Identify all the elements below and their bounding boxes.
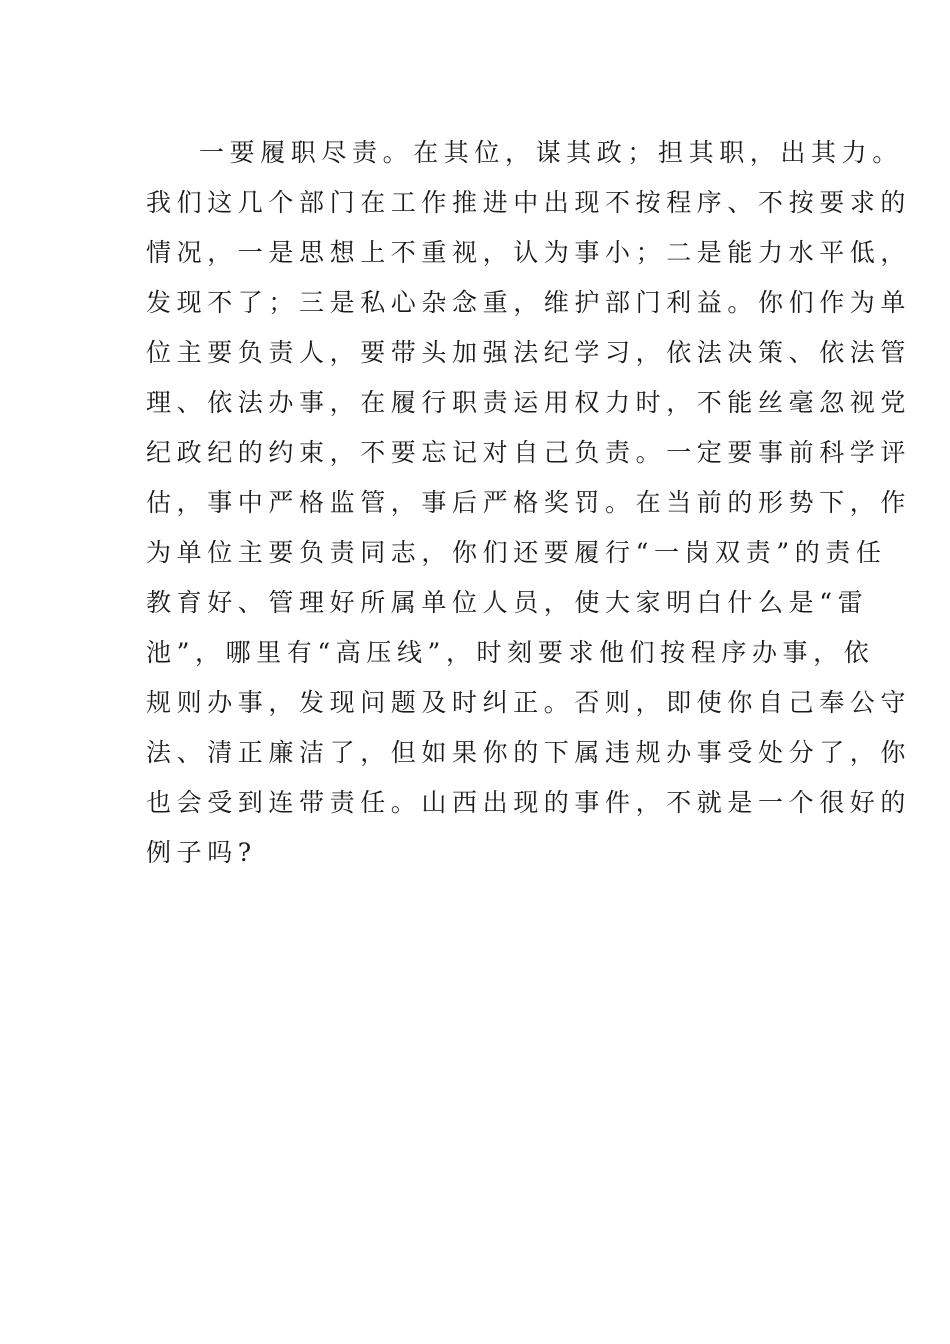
paragraph-line: 规则办事，发现问题及时纠正。否则，即使你自己奉公守 [146, 688, 912, 717]
paragraph-line: 纪政纪的约束，不要忘记对自己负责。一定要事前科学评 [146, 438, 912, 467]
paragraph-line: 也会受到连带责任。山西出现的事件，不就是一个很好的 [146, 788, 912, 817]
paragraph-line: 发现不了；三是私心杂念重，维护部门利益。你们作为单 [146, 288, 912, 317]
paragraph-line: 位主要负责人，要带头加强法纪学习，依法决策、依法管 [146, 338, 912, 367]
paragraph-line: 估，事中严格监管，事后严格奖罚。在当前的形势下，作 [146, 488, 912, 517]
body-paragraph [146, 128, 912, 878]
paragraph-line: 情况，一是思想上不重视，认为事小；二是能力水平低， [146, 238, 912, 267]
paragraph-line: 法、清正廉洁了，但如果你的下属违规办事受处分了，你 [146, 738, 912, 767]
paragraph-line: 例子吗? [146, 838, 257, 867]
paragraph-line: 理、依法办事，在履行职责运用权力时，不能丝毫忽视党 [146, 388, 912, 417]
paragraph-line: 一要履职尽责。在其位，谋其政；担其职，出其力。 [199, 138, 903, 167]
paragraph-line: 为单位主要负责同志，你们还要履行“一岗双责”的责任 [146, 538, 887, 567]
paragraph-line: 我们这几个部门在工作推进中出现不按程序、不按要求的 [146, 188, 912, 217]
paragraph-line: 池”，哪里有“高压线”，时刻要求他们按程序办事，依 [146, 638, 875, 667]
paragraph-line: 教育好、管理好所属单位人员，使大家明白什么是“雷 [146, 588, 869, 617]
